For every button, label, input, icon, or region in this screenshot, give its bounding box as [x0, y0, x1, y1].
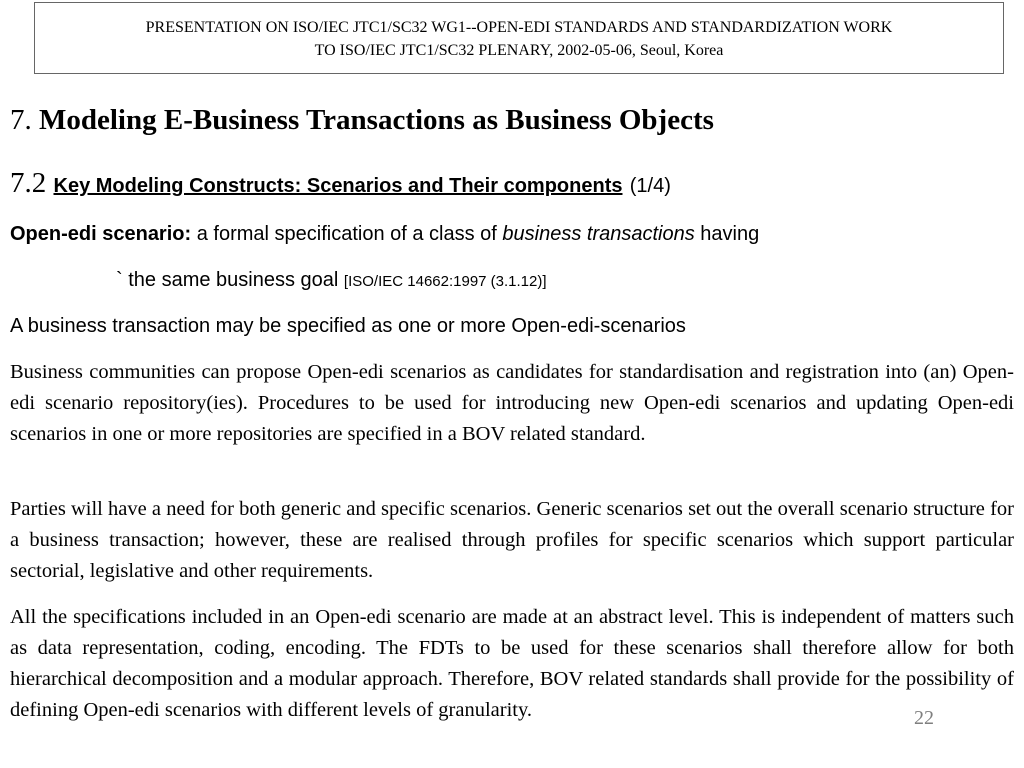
header-line-2: TO ISO/IEC JTC1/SC32 PLENARY, 2002-05-06, Seoul, Korea [314, 42, 724, 59]
section-number: 7. [10, 104, 32, 136]
paragraph-2: Parties will have a need for both generic and specific scenarios. Generic scenarios set out the overall scenario structure for a business transaction; however, these are realised through profiles for specific scenarios which support particular sectorial, legislative and other requirements. [10, 498, 1014, 582]
definition-text-b: having [694, 223, 760, 245]
definition-italic: business transactions [502, 223, 695, 245]
definition-text-a: a formal specification of a class of [191, 223, 503, 245]
definition-line [10, 220, 1014, 248]
subsection-title [10, 163, 1014, 206]
definition-continuation-text: ` the same business goal [116, 269, 344, 291]
subsection-title-text: Key Modeling Constructs: Scenarios and Their components [53, 175, 623, 197]
header-line-1: PRESENTATION ON ISO/IEC JTC1/SC32 WG1--OPEN-EDI STANDARDS AND STANDARDIZATION WORK [145, 19, 893, 36]
section-title-text: Modeling E-Business Transactions as Business Objects [39, 104, 714, 136]
definition-continuation [10, 266, 1024, 296]
header-box [34, 2, 1004, 74]
page-number: 22 [914, 707, 934, 729]
paragraph-1: Business communities can propose Open-edi scenarios as candidates for standardisation and registration into (an) Open-edi scenario repository(ies). Procedures to be used for introducing new Open-edi scenarios and updating Open-edi scenarios in one or more repositories are specified in a BOV related standard. [10, 361, 1014, 445]
section-title [10, 100, 1014, 140]
paragraph-3: All the specifications included in an Open-edi scenario are made at an abstract level. This is independent of matters such as data representation, coding, encoding. The FDTs to be used for these scenarios shall therefore allow for both hierarchical decomposition and a modular approach. Therefore, BOV related standards shall provide for the possibility of defining Open-edi scenarios with different levels of granularity. [10, 606, 1014, 721]
subsection-page-indicator: (1/4) [629, 175, 671, 197]
subsection-number: 7.2 [10, 167, 47, 199]
definition-reference: [ISO/IEC 14662:1997 (3.1.12)] [343, 273, 547, 290]
definition-term: Open-edi scenario: [10, 223, 192, 245]
statement-line: A business transaction may be specified as one or more Open-edi-scenarios [10, 315, 686, 337]
